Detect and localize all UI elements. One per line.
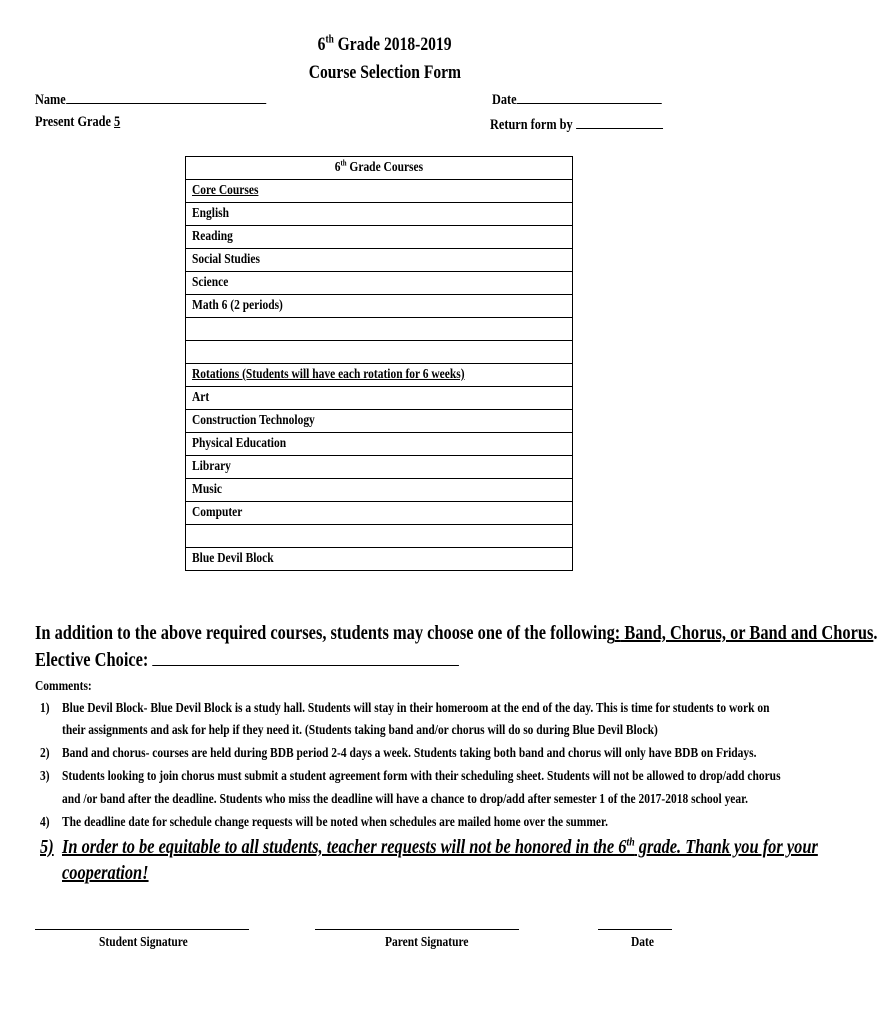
course-cell-blank[interactable] — [186, 341, 573, 364]
course-row — [186, 272, 573, 295]
comment-line: their assignments and ask for help if they need it. (Students taking band and/or chorus will do so during Blue Devil Block) — [62, 723, 658, 738]
course-cell-blank[interactable] — [186, 318, 573, 341]
comment-item-5-number: 5) — [40, 836, 54, 858]
comment-item-5: In order to be equitable to all students, teacher requests will not be honored in the 6th grade. Thank you for your — [62, 834, 818, 858]
return-form-field — [490, 114, 663, 134]
course-row — [186, 433, 573, 456]
table-header: 6th Grade Courses — [186, 157, 573, 180]
student-signature-label: Student Signature — [99, 935, 188, 950]
course-cell: Core Courses — [186, 180, 573, 203]
course-row — [186, 226, 573, 249]
course-cell: Art — [186, 387, 573, 410]
course-row — [186, 456, 573, 479]
course-cell: Social Studies — [186, 249, 573, 272]
present-grade-field — [35, 114, 120, 131]
comment-line: and /or band after the deadline. Students who miss the deadline will have a chance to drop/add after semester 1 of the 2017-2018 school year. — [62, 792, 749, 807]
course-row — [186, 180, 573, 203]
course-row — [186, 479, 573, 502]
course-cell: Math 6 (2 periods) — [186, 295, 573, 318]
course-cell: Reading — [186, 226, 573, 249]
comment-item-5-cont: cooperation! — [62, 862, 149, 884]
course-cell: Music — [186, 479, 573, 502]
comment-number: 1) — [40, 701, 50, 716]
form-title: Course Selection Form — [308, 62, 462, 83]
courses-table — [185, 156, 573, 571]
course-row — [186, 318, 573, 341]
table-header-row — [186, 157, 573, 180]
course-row — [186, 249, 573, 272]
course-cell: Physical Education — [186, 433, 573, 456]
student-signature-line[interactable] — [35, 929, 249, 930]
elective-options: Band, Chorus, or Band and Chorus — [620, 622, 874, 644]
date-input-line[interactable] — [517, 89, 662, 104]
comment-line: The deadline date for schedule change requests will be noted when schedules are mailed home over the summer. — [62, 815, 608, 830]
course-cell: Construction Technology — [186, 410, 573, 433]
course-cell: Library — [186, 456, 573, 479]
course-cell: Computer — [186, 502, 573, 525]
elective-choice-line[interactable] — [152, 649, 459, 666]
signature-date-label: Date — [631, 935, 654, 950]
parent-signature-label: Parent Signature — [385, 935, 469, 950]
course-row — [186, 341, 573, 364]
name-input-line[interactable] — [66, 89, 266, 104]
present-grade-value: 5 — [114, 114, 121, 130]
comment-number: 3) — [40, 769, 50, 784]
return-form-label: Return form by — [490, 117, 576, 133]
name-label: Name — [35, 92, 66, 108]
course-row — [186, 295, 573, 318]
course-row — [186, 364, 573, 387]
course-row — [186, 387, 573, 410]
elective-choice-field — [35, 649, 459, 672]
course-row — [186, 410, 573, 433]
course-row — [186, 525, 573, 548]
comment-number: 4) — [40, 815, 50, 830]
comment-line: Blue Devil Block- Blue Devil Block is a study hall. Students will stay in their homeroom at the end of the day. This is time for students to work on — [62, 701, 770, 716]
comment-number: 2) — [40, 746, 50, 761]
comment-line: Students looking to join chorus must submit a student agreement form with their scheduling sheet. Students will not be allowed to drop/add chorus — [62, 769, 781, 784]
date-field — [492, 89, 662, 109]
course-cell: Science — [186, 272, 573, 295]
course-cell: Rotations (Students will have each rotation for 6 weeks) — [186, 364, 573, 387]
course-cell-blank[interactable] — [186, 525, 573, 548]
name-field — [35, 89, 266, 109]
return-date-line[interactable] — [576, 114, 663, 129]
date-label: Date — [492, 92, 517, 108]
comment-line: Band and chorus- courses are held during BDB period 2-4 days a week. Students taking both band and chorus will only have BDB on Fridays. — [62, 746, 757, 761]
course-cell: Blue Devil Block — [186, 548, 573, 571]
present-grade-label: Present Grade — [35, 114, 115, 130]
elective-choice-label: Elective Choice: — [35, 649, 153, 671]
course-row — [186, 502, 573, 525]
elective-intro: In addition to the above required courses, students may choose one of the following: Band, Chorus, or Band and Chorus — [35, 622, 874, 644]
course-row — [186, 548, 573, 571]
form-title-grade: 6th Grade 2018-2019 — [318, 33, 452, 55]
signature-date-line[interactable] — [598, 929, 672, 930]
course-row — [186, 203, 573, 226]
parent-signature-line[interactable] — [315, 929, 519, 930]
comments-label: Comments: — [35, 679, 92, 694]
course-cell: English — [186, 203, 573, 226]
